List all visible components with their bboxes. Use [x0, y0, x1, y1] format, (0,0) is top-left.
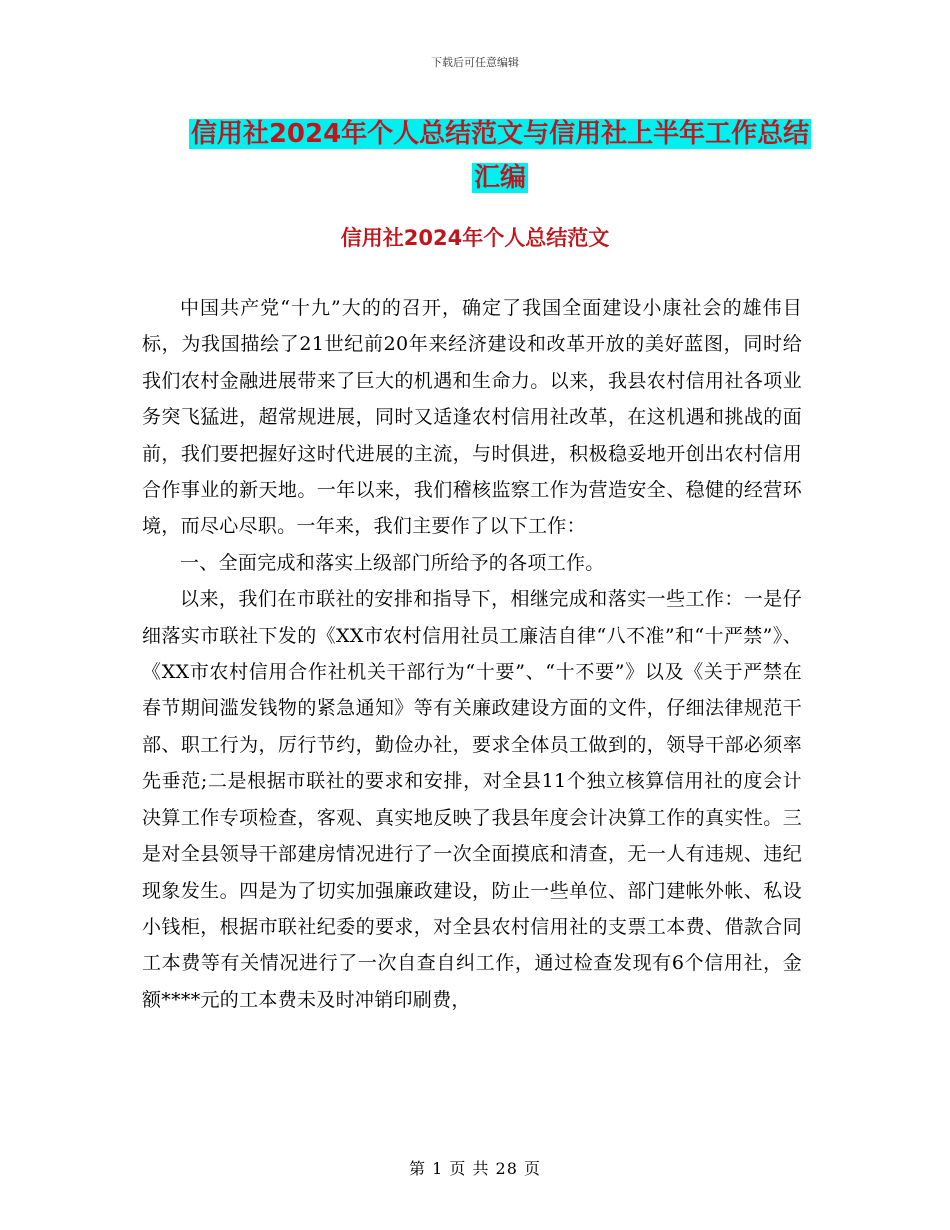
paragraph-intro: 中国共产党“十九”大的的召开，确定了我国全面建设小康社会的雄伟目标，为我国描绘了21世纪前20年来经济建设和改革开放的美好蓝图，同时给我们农村金融进展带来了巨大的机遇和生命力。以来，我县农村信用社各项业务突飞猛进，超常规进展，同时又适逢农村信用社改革，在这机遇和挑战的面前，我们要把握好这时代进展的主流，与时俱进，积极稳妥地开创出农村信用合作事业的新天地。一年以来，我们稽核监察工作为营造安全、稳健的经营环境，而尽心尽职。一年来，我们主要作了以下工作：	[142, 297, 802, 538]
header-note: 下载后可任意编辑	[431, 56, 519, 69]
document-title-line2: 汇编	[473, 163, 526, 193]
section-title: 信用社2024年个人总结范文	[340, 226, 610, 250]
body-text	[142, 290, 802, 1018]
document-title	[140, 112, 860, 200]
page-footer: 第 1 页 共 28 页	[409, 1159, 541, 1178]
paragraph-heading-1: 一、全面完成和落实上级部门所给予的各项工作。	[180, 551, 605, 574]
document-title-line1: 信用社2024年个人总结范文与信用社上半年工作总结	[190, 119, 810, 149]
paragraph-details: 以来，我们在市联社的安排和指导下，相继完成和落实一些工作：一是仔细落实市联社下发的《XX市农村信用社员工廉洁自律“八不准”和“十严禁”》、《XX市农村信用合作社机关干部行为“十要”、“十不要”》以及《关于严禁在春节期间滥发钱物的紧急通知》等有关廉政建设方面的文件，仔细法律规范干部、职工行为，厉行节约，勤俭办社，要求全体员工做到的，领导干部必须率先垂范;二是根据市联社的要求和安排，对全县11个独立核算信用社的度会计决算工作专项检查，客观、真实地反映了我县年度会计决算工作的真实性。三是对全县领导干部建房情况进行了一次全面摸底和清查，无一人有违规、违纪现象发生。四是为了切实加强廉政建设，防止一些单位、部门建帐外帐、私设小钱柜，根据市联社纪委的要求，对全县农村信用社的支票工本费、借款合同工本费等有关情况进行了一次自查自纠工作，通过检查发现有6个信用社，金额****元的工本费未及时冲销印刷费，	[142, 588, 802, 1011]
